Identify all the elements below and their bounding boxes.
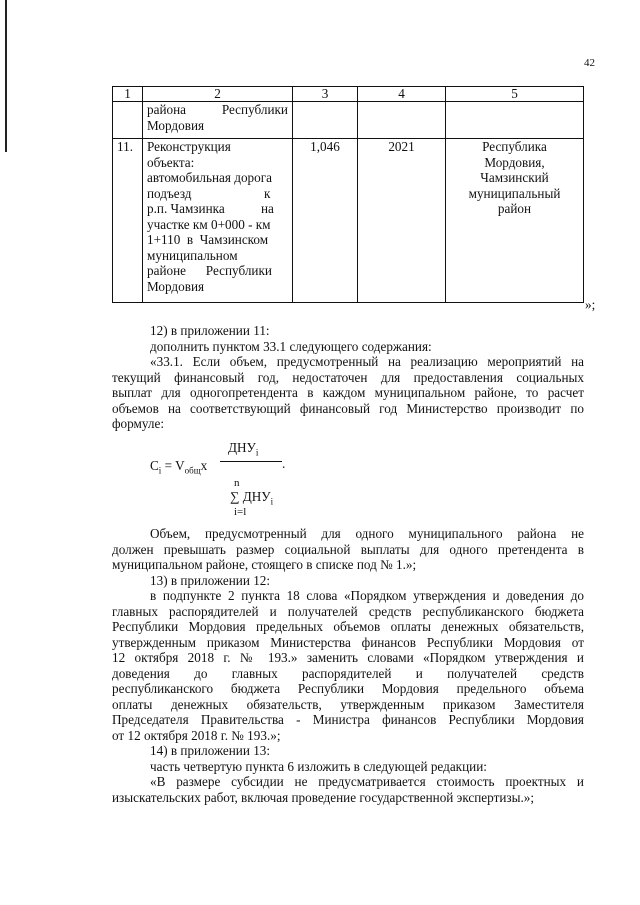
header-col-1: 1	[113, 87, 143, 102]
cell-year: 2021	[358, 139, 446, 303]
paragraph-14-line: «В размере субсидии не предусматривается стоимость проектных и	[150, 774, 584, 789]
paragraph-13-line: главных распорядителей и получателей средств республиканского бюджета	[112, 603, 584, 619]
table-header-row	[113, 87, 584, 102]
paragraph-13-line: Председателя Правительства - Министра финансов Республики Мордовия	[112, 712, 584, 727]
cell-continued-name	[143, 102, 293, 139]
formula-ci-sub: i	[158, 465, 162, 476]
cell-line: района Республики	[147, 102, 288, 117]
formula	[150, 436, 450, 522]
formula-sum-sub: i	[270, 496, 274, 507]
header-col-2: 2	[143, 87, 293, 102]
formula-lower-limit: i=l	[234, 506, 247, 518]
formula-v-sub: общ	[184, 465, 201, 476]
section-12	[112, 323, 584, 432]
cell-line: объекта:	[147, 154, 195, 170]
paragraph-volume-line: Объем, предусмотренный для одного муниципального района не	[150, 526, 584, 541]
paragraph-13-line: оплаты денежных обязательств, утвержденным приказом Заместителя	[112, 696, 584, 712]
formula-numerator-sub: i	[255, 447, 259, 458]
scan-edge-line	[5, 0, 7, 152]
cell-line: 1+110 в Чамзинском	[147, 232, 269, 247]
cell-object-name	[143, 139, 293, 303]
formula-sum-text: ∑ ДНУ	[230, 489, 271, 504]
table-row-11	[113, 139, 584, 303]
cell-line: Республика	[482, 139, 547, 154]
table-row-continued	[113, 102, 584, 139]
cell-line: р.п. Чамзинка на	[147, 201, 274, 216]
section-volume	[112, 526, 584, 805]
cell-line: район	[497, 201, 532, 216]
cell-empty	[293, 102, 358, 139]
cell-line: Реконструкция	[147, 139, 231, 154]
paragraph-volume-line: муниципальном районе, стоящего в списке под № 1.»;	[112, 557, 417, 572]
paragraph-14-line: изыскательских работ, включая проведение государственной экспертизы.»;	[112, 789, 535, 805]
page-number: 42	[584, 57, 595, 69]
cell-empty	[113, 102, 143, 139]
paragraph-12-intro: дополнить пунктом 33.1 следующего содержания:	[150, 338, 432, 354]
paragraph-13-line: 12 октября 2018 г. № 193.» заменить словами «Порядком утверждения и	[112, 650, 584, 665]
cell-line: участке км 0+000 - км	[147, 216, 271, 232]
paragraph-14-heading: 14) в приложении 13:	[150, 743, 271, 758]
cell-empty	[446, 102, 584, 139]
paragraph-33-1-line: выплат для одногопретендента в каждом муниципальном районе, то расчет	[112, 385, 584, 400]
paragraph-12-heading: 12) в приложении 11:	[150, 323, 270, 338]
cell-line: Мордовия	[147, 117, 205, 133]
paragraph-13-heading: 13) в приложении 12:	[150, 572, 271, 588]
object-table	[112, 86, 584, 303]
cell-empty	[358, 102, 446, 139]
formula-left-side	[150, 458, 207, 479]
formula-fraction-line	[220, 461, 282, 462]
formula-ci: C	[150, 458, 159, 473]
paragraph-volume-line: должен превышать размер социальной выплаты для одного претендента в	[112, 541, 584, 557]
formula-upper-limit: n	[234, 477, 240, 489]
formula-numerator	[228, 440, 258, 461]
header-col-5: 5	[446, 87, 584, 102]
closing-quote: »;	[585, 297, 596, 312]
paragraph-14-intro: часть четвертую пункта 6 изложить в следующей редакции:	[150, 758, 487, 774]
paragraph-13-line: доведения до главных распорядителей и получателей средств	[112, 665, 584, 681]
paragraph-33-1-line: объемов на соответствующий финансовый год Министерство производит по	[112, 400, 584, 416]
cell-line: Мордовия,	[484, 154, 545, 170]
paragraph-33-1-line: «33.1. Если объем, предусмотренный на реализацию мероприятий на	[150, 354, 584, 369]
cell-line: муниципальном	[147, 247, 238, 263]
formula-eq: = V	[161, 458, 185, 473]
formula-dot: .	[282, 456, 286, 471]
cell-row-number: 11.	[113, 139, 143, 303]
paragraph-33-1-line: текущий финансовый год, недостаточен для предоставления социальных	[112, 369, 584, 385]
cell-location	[446, 139, 584, 303]
cell-line: Мордовия	[147, 278, 205, 294]
paragraph-13-line: республиканского бюджета Республики Мордовия предельного объема	[112, 681, 584, 696]
paragraph-13-line: в подпункте 2 пункта 18 слова «Порядком утверждения и доведения до	[150, 588, 584, 603]
cell-line: автомобильная дорога	[147, 170, 273, 185]
cell-line: муниципальный	[468, 185, 561, 201]
header-col-4: 4	[358, 87, 446, 102]
paragraph-13-line: Республики Мордовия предельных объемов оплаты денежных обязательств,	[112, 619, 584, 634]
paragraph-13-line: от 12 октября 2018 г. № 193.»;	[112, 727, 281, 743]
cell-line: районе Республики	[147, 263, 272, 278]
cell-capacity: 1,046	[293, 139, 358, 303]
paragraph-33-1-line: формуле:	[112, 416, 164, 431]
paragraph-13-line: утвержденным приказом Министерства финансов Республики Мордовия от	[112, 634, 584, 650]
formula-x: х	[200, 458, 208, 473]
header-col-3: 3	[293, 87, 358, 102]
cell-line: Чамзинский	[480, 170, 549, 185]
formula-numerator-text: ДНУ	[228, 440, 256, 455]
cell-line: подъезд к	[147, 185, 271, 201]
